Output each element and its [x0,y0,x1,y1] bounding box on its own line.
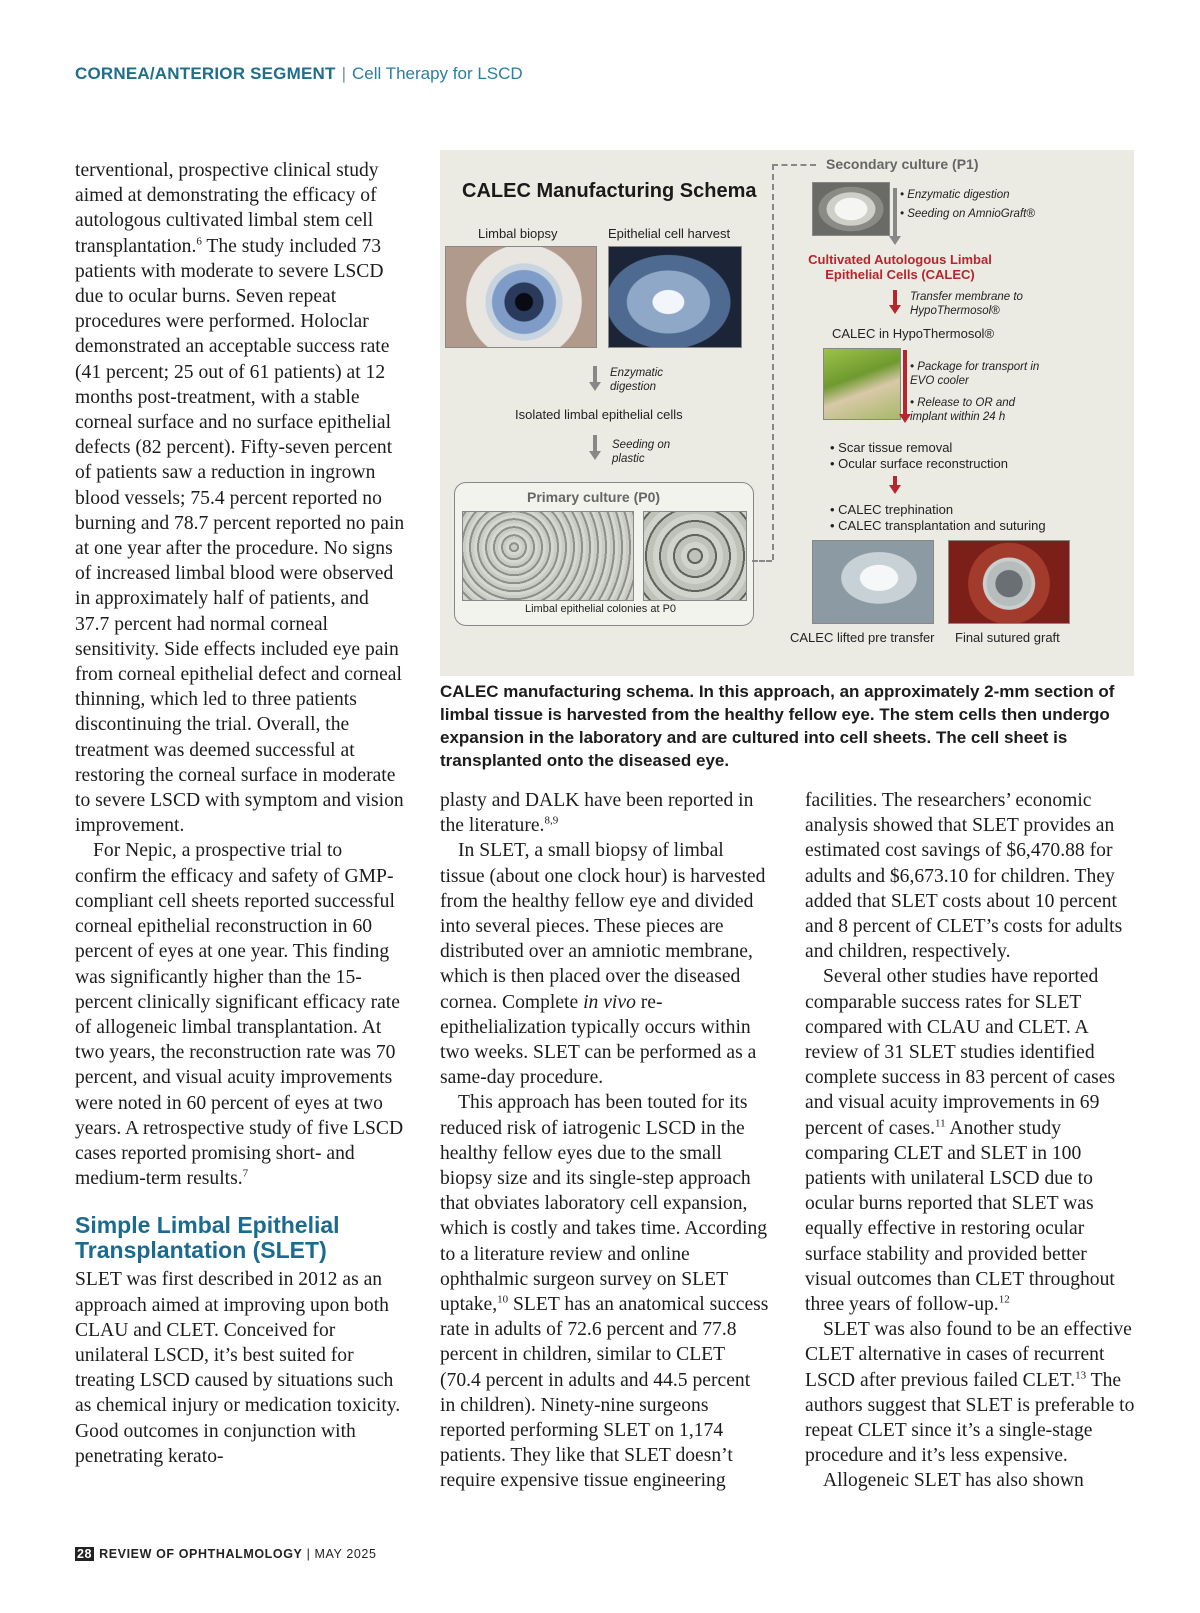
section-label: CORNEA/ANTERIOR SEGMENT [75,64,336,83]
paragraph [440,1090,770,1493]
calec-name: Cultivated Autologous Limbal Epithelial Cells (CALEC) [808,252,992,282]
text-run: plasty and DALK have been reported in the literature. [440,790,754,837]
seeding-plastic-label: Seeding on plastic [612,439,671,465]
magazine-name: REVIEW OF OPHTHALMOLOGY [99,1547,303,1561]
paragraph: facilities. The researchers’ economic analysis showed that SLET provides an estimated cost savings of $6,470.88 for adults and $6,673.10 for children. They added that SLET costs about 10 percent and 8 percent of CLET’s costs for adults and children, respectively. [805,790,1123,963]
calec-hypothermosol-label: CALEC in HypoThermosol® [832,326,995,341]
arrow-shaft [893,188,897,236]
package-transport-label: • Package for transport in EVO cooler [910,361,1040,387]
text-run: This approach has been touted for its reduced risk of iatrogenic LSCD in the healthy fellow eyes due to the small biopsy size and its single-step approach that obviates laboratory cell expansion, which is costly and takes time. According to a literature review and online ophthalmic surgeon survey on SLET uptake, [440,1092,768,1316]
calec-schema-figure [440,150,1134,676]
paragraph [805,964,1135,1317]
down-arrow-icon [589,382,601,391]
down-arrow-icon [589,451,601,460]
text-run: terventional, prospective clinical study aimed at demonstrating the efficacy of autologous cultivated limbal stem cell transplantation. [75,160,379,257]
page-footer [75,1547,377,1561]
paragraph [805,1317,1135,1468]
trephination-label: • CALEC trephination [830,502,954,517]
secondary-culture-label: Secondary culture (P1) [826,156,979,172]
paragraph: Allogeneic SLET has also shown [823,1470,1084,1492]
figure-caption: CALEC manufacturing schema. In this approach, an approximately 2-mm section of limbal tissue is harvested from the healthy fellow eye. The stem cells then undergo expansion in the laboratory and are cultured into cell sheets. The cell sheet is transplanted onto the diseased eye. [440,682,1115,770]
epithelial-harvest-label: Epithelial cell harvest [608,226,731,241]
dashed-connector [772,164,816,166]
text-run: The study included 73 patients with moderate to severe LSCD due to ocular burns. Seven repeat procedures were performed. Holoclar demonstrated an acceptable success rate (41 percent; 25 out of 61 patients) at 12 months post-treatment, with a stable corneal surface and no surface epithelial defects (82 percent). Fifty-seven percent of patients saw a reduction in ingrown blood vessels; 75.4 percent reported no burning and 78.7 percent reported no pain at one year after the procedure. No signs of increased limbal blood were observed in approximately half of patients, and 37.7 percent had normal corneal sensitivity. Side effects included eye pain from corneal epithelial defect and corneal thinning, which led to three patients discontinuing the trial. Overall, the treatment was deemed successful at restoring the corneal surface in moderate to severe LSCD with symptom and vision improvement. [75,235,405,837]
text-run: Several other studies have reported comparable success rates for SLET compared with CLAU and CLET. A review of 31 SLET studies identified complete success in 83 percent of cases and visual acuity improvements in 69 percent of cases. [805,966,1116,1139]
arrow-shaft [893,290,897,306]
issue-date: MAY 2025 [314,1547,377,1561]
text-run: In SLET, a small biopsy of limbal tissue (about one clock hour) is harvested from the healthy fellow eye and divided into several pieces. These pieces are distributed over an amniotic membrane, which is then placed over the diseased cornea. Complete [440,840,766,1013]
paragraph [440,838,770,1090]
reference-mark: 7 [242,1167,249,1180]
reference-mark: 12 [998,1293,1010,1306]
reference-mark: 13 [1075,1369,1087,1382]
reference-mark: 11 [935,1117,946,1130]
evo-cooler-photo [823,348,901,420]
text-column-3 [805,788,1135,1494]
arrow-shaft [903,350,907,414]
page-number: 28 [77,1547,93,1561]
down-arrow-icon [889,305,901,314]
section-heading: Simple Limbal Epithelial Transplantation (SLET) [75,1212,340,1264]
text-run: SLET was also found to be an effective CLET alternative in cases of recurrent LSCD after previous failed CLET. [805,1319,1132,1391]
transfer-membrane-label: Transfer membrane to HypoThermosol® [910,291,1023,317]
scar-removal-label: • Scar tissue removal [830,440,953,455]
figure-title: CALEC Manufacturing Schema [462,180,757,202]
text-run: The authors suggest that SLET is preferable to repeat CLET since it’s a single-stage procedure and it’s less expensive. [805,1369,1135,1467]
reference-mark: 8,9 [544,814,559,827]
down-arrow-icon [889,485,901,494]
secondary-step-1: • Enzymatic digestion [900,189,1010,201]
primary-culture-box [454,482,754,626]
final-graft-photo [948,540,1070,624]
paragraph [440,788,770,838]
text-column-1 [75,158,405,1469]
footer-separator: | [306,1547,311,1561]
petri-dish-photo [812,182,890,236]
text-run: For Nepic, a prospective trial to confirm the efficacy and safety of GMP-compliant cell sheets reported successful corneal epithelial reconstruction in 60 percent of eyes at one year. This finding was significantly higher than the 15-percent clinically significant efficacy rate of allogeneic limbal transplantation. At two years, the reconstruction rate was 70 percent, and visual acuity improvements were noted in 60 percent of eyes at two years. A retrospective study of five LSCD cases reported promising short- and medium-term results. [75,840,404,1190]
harvest-photo [608,246,742,348]
dashed-connector [772,164,774,560]
paragraph: SLET was first described in 2012 as an approach aimed at improving upon both CLAU and CLET. Conceived for unilateral LSCD, it’s best suited for treating LSCD caused by situations such as chemical injury or medication toxicity. Good outcomes in conjunction with penetrating kerato- [75,1269,401,1467]
paragraph [75,838,405,1191]
paragraph [75,158,405,838]
dashed-connector [752,560,772,562]
text-run: re-epithelialization typically occurs within two weeks. SLET can be performed as a same-day procedure. [440,991,757,1089]
reference-mark: 10 [497,1293,509,1306]
reference-mark: 6 [196,235,202,248]
primary-culture-label: Primary culture (P0) [527,489,661,505]
colonies-label: Limbal epithelial colonies at P0 [525,603,677,615]
header-subtitle: Cell Therapy for LSCD [351,64,523,83]
secondary-step-2: • Seeding on AmnioGraft® [900,208,1035,220]
colony-zoom-photo [643,511,747,601]
lifted-label: CALEC lifted pre transfer [790,630,935,645]
limbal-biopsy-label: Limbal biopsy [478,226,558,241]
isolated-cells-label: Isolated limbal epithelial cells [515,407,683,422]
text-column-2 [440,788,770,1494]
transplantation-label: • CALEC transplantation and suturing [830,518,1046,533]
calec-lifted-photo [812,540,934,624]
final-graft-label: Final sutured graft [955,630,1060,645]
colonies-photo [462,511,634,601]
release-or-label: • Release to OR and implant within 24 h [910,397,1016,423]
down-arrow-icon [889,236,901,245]
italic-term: in vivo [583,991,636,1013]
text-run: Another study comparing CLET and SLET in 100 patients with unilateral LSCD due to ocular burns reported that SLET was equally effective in restoring ocular surface stability and provided better visual outcomes than CLET throughout three years of follow-up. [805,1117,1115,1316]
ocular-reconstruction-label: • Ocular surface reconstruction [830,456,1008,471]
enzymatic-digestion-label: Enzymatic digestion [610,367,664,393]
eye-photo [445,246,597,348]
running-header [75,64,523,84]
text-run: SLET has an anatomical success rate in adults of 72.6 percent and 77.8 percent in children, similar to CLET (70.4 percent in adults and 44.5 percent in children). Ninety-nine surgeons reported performing SLET on 1,174 patients. They like that SLET doesn’t require expensive tissue engineering [440,1294,769,1492]
header-separator: | [341,64,346,83]
